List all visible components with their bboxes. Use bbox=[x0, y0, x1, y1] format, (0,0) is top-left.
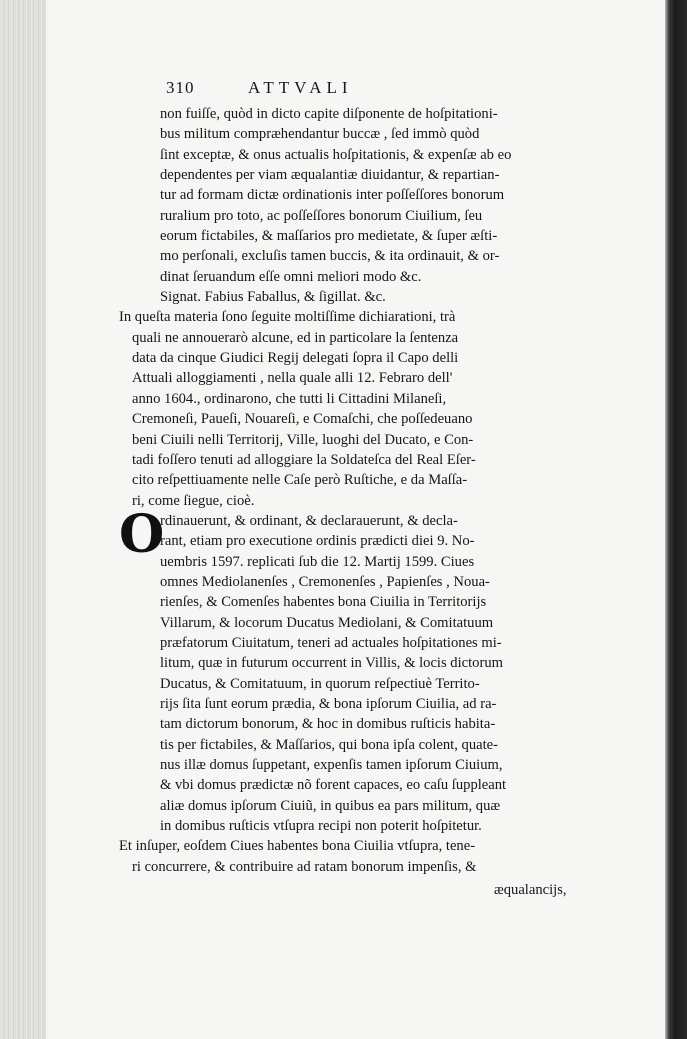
text-line: aliæ domus ipſorum Ciuiũ, in quibus ea pars militum, quæ bbox=[160, 797, 501, 814]
italian-commentary bbox=[119, 307, 602, 510]
text-line: præfatorum Ciuitatum, teneri ad actuales hoſpitationes mi- bbox=[160, 634, 502, 651]
text-line: dependentes per viam æqualantiæ diuidantur, & repartian- bbox=[160, 167, 500, 184]
page-header bbox=[166, 78, 466, 102]
signature-line: Signat. Fabius Faballus, & ſigillat. &c. bbox=[160, 289, 386, 306]
text-line: tam dictorum bonorum, & hoc in domibus ruſticis habita- bbox=[160, 716, 496, 733]
text-line: Cremoneſi, Paueſi, Nouareſi, e Comaſchi, che poſſedeuano bbox=[132, 411, 473, 428]
text-line: rdinauerunt, & ordinant, & declarauerunt, & decla- bbox=[160, 512, 458, 529]
text-line: bus militum compræhendantur buccæ , ſed immò quòd bbox=[160, 126, 480, 143]
text-line: omnes Mediolanenſes , Cremonenſes , Papienſes , Noua- bbox=[160, 573, 490, 590]
text-line: In queſta materia ſono ſeguite moltiſſime dichiarationi, trà bbox=[119, 309, 456, 326]
text-line: Et inſuper, eoſdem Ciues habentes bona Ciuilia vtſupra, tene- bbox=[119, 838, 476, 855]
text-line: tis per fictabiles, & Maſſarios, qui bona ipſa colent, quate- bbox=[160, 736, 498, 753]
text-line: ſint exceptæ, & onus actualis hoſpitationis, & expenſæ ab eo bbox=[160, 146, 512, 163]
text-line: ruralium pro toto, ac poſſeſſores bonorum Ciuilium, ſeu bbox=[160, 207, 483, 224]
book-page-edges bbox=[0, 0, 46, 1039]
text-line: Ducatus, & Comitatuum, in quorum reſpectiuè Territo- bbox=[160, 675, 480, 692]
text-line: uembris 1597. replicati ſub die 12. Martij 1599. Ciues bbox=[160, 553, 475, 570]
text-line: non fuiſſe, quòd in dicto capite diſponente de hoſpitationi- bbox=[160, 106, 498, 122]
page-number: 310 bbox=[166, 78, 195, 97]
text-line: litum, quæ in futurum occurrent in Villis, & locis dictorum bbox=[160, 655, 503, 672]
running-title: ATTVALI bbox=[248, 78, 353, 97]
catchword: æqualancijs, bbox=[494, 882, 567, 898]
text-line: data da cinque Giudici Regij delegati ſopra il Capo delli bbox=[132, 350, 459, 367]
drop-cap-initial: O bbox=[119, 503, 165, 565]
text-line: tadi foſſero tenuti ad alloggiare la Soldateſca del Real Eſer- bbox=[132, 451, 476, 468]
text-line: tur ad formam dictæ ordinationis inter poſſeſſores bonorum bbox=[160, 187, 505, 204]
text-line: beni Ciuili nelli Territorij, Ville, luoghi del Ducato, e Con- bbox=[132, 431, 474, 448]
text-line: eorum fictabiles, & maſſarios pro medietate, & ſuper æſti- bbox=[160, 228, 498, 245]
text-line: rienſes, & Comenſes habentes bona Ciuilia in Territorijs bbox=[160, 594, 487, 611]
text-line: ri concurrere, & contribuire ad ratam bonorum impenſis, & bbox=[132, 858, 477, 875]
text-line: in domibus ruſticis vtſupra recipi non poterit hoſpitetur. bbox=[160, 818, 482, 835]
text-line: cito reſpettiuamente nelle Caſe però Ruſtiche, e da Maſſa- bbox=[132, 472, 468, 489]
text-line: dinat ſeruandum eſſe omni meliori modo &c. bbox=[160, 268, 422, 285]
text-line: mo perſonali, excluſis tamen buccis, & ita ordinauit, & or- bbox=[160, 248, 500, 265]
body-text bbox=[119, 104, 602, 877]
text-line: anno 1604., ordinarono, che tutti li Cittadini Milaneſi, bbox=[132, 390, 447, 407]
text-line: & vbi domus prædictæ nõ forent capaces, eo caſu ſuppleant bbox=[160, 777, 507, 794]
decree-continuation bbox=[132, 104, 602, 307]
text-line: ri, come ſiegue, cioè. bbox=[132, 492, 255, 509]
final-paragraph bbox=[119, 836, 602, 877]
sentence-paragraph bbox=[119, 503, 602, 837]
text-line: rant, etiam pro executione ordinis prædicti diei 9. No- bbox=[160, 533, 475, 550]
text-line: quali ne annouerarò alcune, ed in particolare la ſentenza bbox=[132, 329, 459, 346]
text-line: Attuali alloggiamenti , nella quale alli 12. Febraro dell' bbox=[132, 370, 453, 387]
text-line: Villarum, & locorum Ducatus Mediolani, & Comitatuum bbox=[160, 614, 494, 631]
book-binding-shadow bbox=[665, 0, 687, 1039]
text-line: rijs ſita ſunt eorum prædia, & bona ipſorum Ciuilia, ad ra- bbox=[160, 695, 497, 712]
text-line: nus illæ domus ſuppetant, expenſis tamen ipſorum Ciuium, bbox=[160, 757, 503, 773]
